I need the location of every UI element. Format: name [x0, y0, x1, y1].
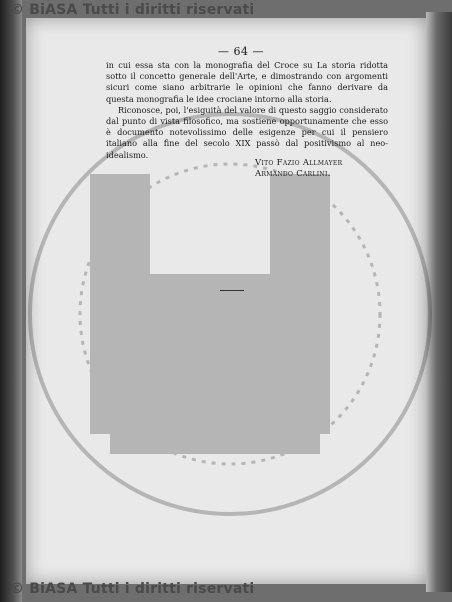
signature-line: Armando Carlini.: [255, 169, 331, 179]
binding-edge: [0, 0, 22, 602]
library-seal-watermark: [20, 104, 440, 524]
copyright-watermark-bottom: © BiASA Tutti i diritti riservati: [10, 581, 255, 597]
paragraph: Riconosce, poi, l'esiguità del valore di questo saggio considerato dal punto di vista filosofico, ma sostiene opportunamente che esso è documento notevolissimo delle esigenze per cui il pensiero italiano alla fine del secolo XIX passò dal positivismo al neo-idealismo.: [106, 104, 388, 160]
page-number: — 64 —: [218, 45, 264, 58]
body-text: [106, 60, 388, 161]
signature-line: Vito Fazio Allmayer: [255, 158, 343, 168]
signature-block: [255, 158, 342, 180]
paragraph: in cui essa sta con la monografia del Croce su La storia ridotta sotto il concetto generale dell'Arte, e dimostrando con argomenti sicuri come siano arbitrarie le opinioni che fanno derivare da questa monografia le idee crociane intorno alla storia.: [106, 60, 388, 104]
copyright-watermark-top: © BiASA Tutti i diritti riservati: [10, 2, 255, 18]
section-divider: [220, 290, 244, 291]
